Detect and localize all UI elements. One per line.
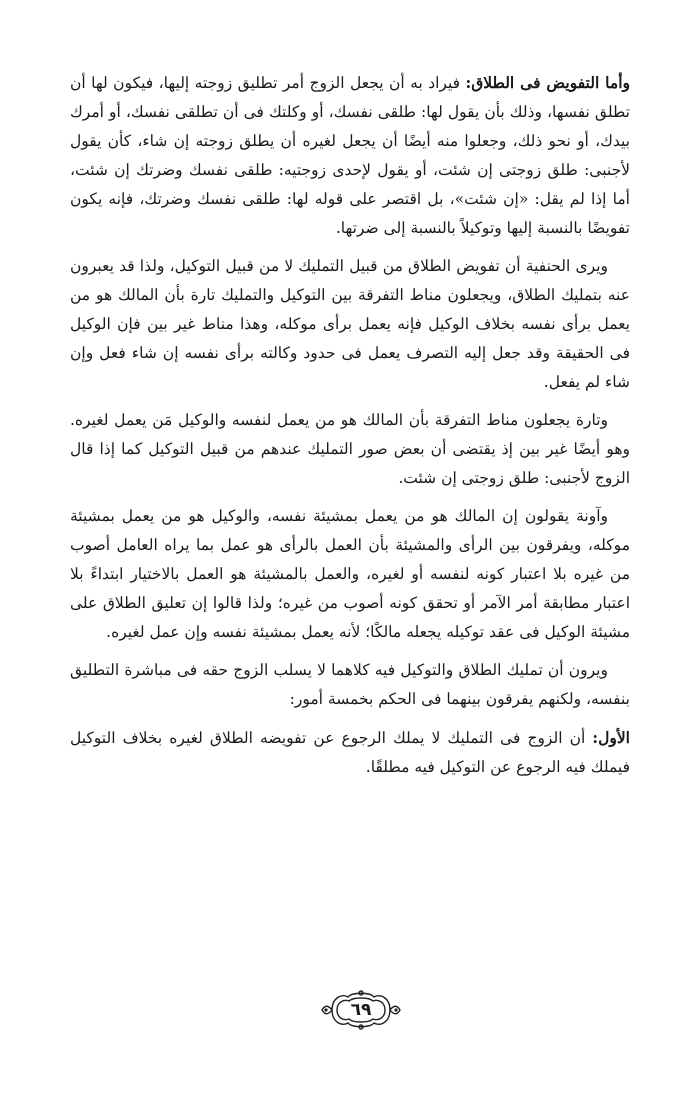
paragraph-1-text: فيراد به أن يجعل الزوج أمر تطليق زوجته إليها، فيكون لها أن تطلق نفسها، وذلك بأن يقول لها: طلقى نفسك، أو وكلتك فى أن تطلقى نفسك، أو أمرك بيدك، أو نحو ذلك، وجعلوا منه أيضًا أن يجعل لغيره أن يطلق زوجته إن شاء، كأن يقول لأجنبى: طلق زوجتى إن شئت، أو يقول لإحدى زوجتيه: طلقى نفسك وضرتك إن شئت، أما إذا لم يقل: «إن شئت»، بل اقتصر على قوله لها: طلقى نفسك وضرتك، فإنه يكون تفويضًا بالنسبة إليها وتوكيلاً بالنسبة إلى ضرتها. — [70, 74, 630, 237]
paragraph-1 — [70, 68, 630, 243]
paragraph-4: وآونة يقولون إن المالك هو من يعمل بمشيئة نفسه، والوكيل هو من يعمل بمشيئة موكله، ويفرقون بين الرأى والمشيئة بأن العمل بالرأى هو عمل بما يراه العامل أصوب من غيره بلا اعتبار كونه لنفسه أو لغيره، والعمل بالمشيئة هو العمل بالاختيار ابتداءً بلا اعتبار مطابقة أمر الآمر أو تحقق كونه أصوب من غيره؛ ولذا قالوا إن تعليق الطلاق على مشيئة الوكيل فى عقد توكيله يجعله مالكًا؛ لأنه يعمل بمشيئة نفسه وإن عمل لغيره. — [70, 507, 630, 641]
paragraph-2: ويرى الحنفية أن تفويض الطلاق من قبيل التمليك لا من قبيل التوكيل، ولذا قد يعبرون عنه بتمليك الطلاق، ويجعلون مناط التفرقة بين التوكيل والتمليك تارة بأن المالك هو من يعمل برأى نفسه بخلاف الوكيل فإنه يعمل برأى موكله، وهذا مناط غير بين فإن الوكيل فى الحقيقة وقد جعل إليه التصرف يعمل فى حدود وكالته برأى نفسه إن شاء فعل وإن شاء لم يفعل. — [70, 257, 630, 391]
paragraph-5: ويرون أن تمليك الطلاق والتوكيل فيه كلاهما لا يسلب الزوج حقه فى مباشرة التطليق بنفسه، ولكنهم يفرقون بينهما فى الحكم بخمسة أمور: — [70, 661, 630, 708]
paragraph-3: وتارة يجعلون مناط التفرقة بأن المالك هو من يعمل لنفسه والوكيل مَن يعمل لغيره. وهو أيضًا غير بين إذ يقتضى أن بعض صور التمليك عندهم من قبيل التوكيل كما إذا قال الزوج لأجنبى: طلق زوجتى إن شئت. — [70, 411, 630, 487]
paragraph-6-text: أن الزوج فى التمليك لا يملك الرجوع عن تفويضه الطلاق لغيره بخلاف التوكيل فيملك فيه الرجوع عن التوكيل فيه مطلقًا. — [70, 729, 630, 776]
paragraph-1-heading: وأما التفويض فى الطلاق: — [465, 73, 630, 92]
page-number-frame — [318, 988, 404, 1032]
body-text — [70, 68, 630, 791]
paragraph-6-heading: الأول: — [592, 728, 630, 747]
paragraph-6 — [70, 723, 630, 782]
page-number: ٦٩ — [350, 1000, 372, 1020]
